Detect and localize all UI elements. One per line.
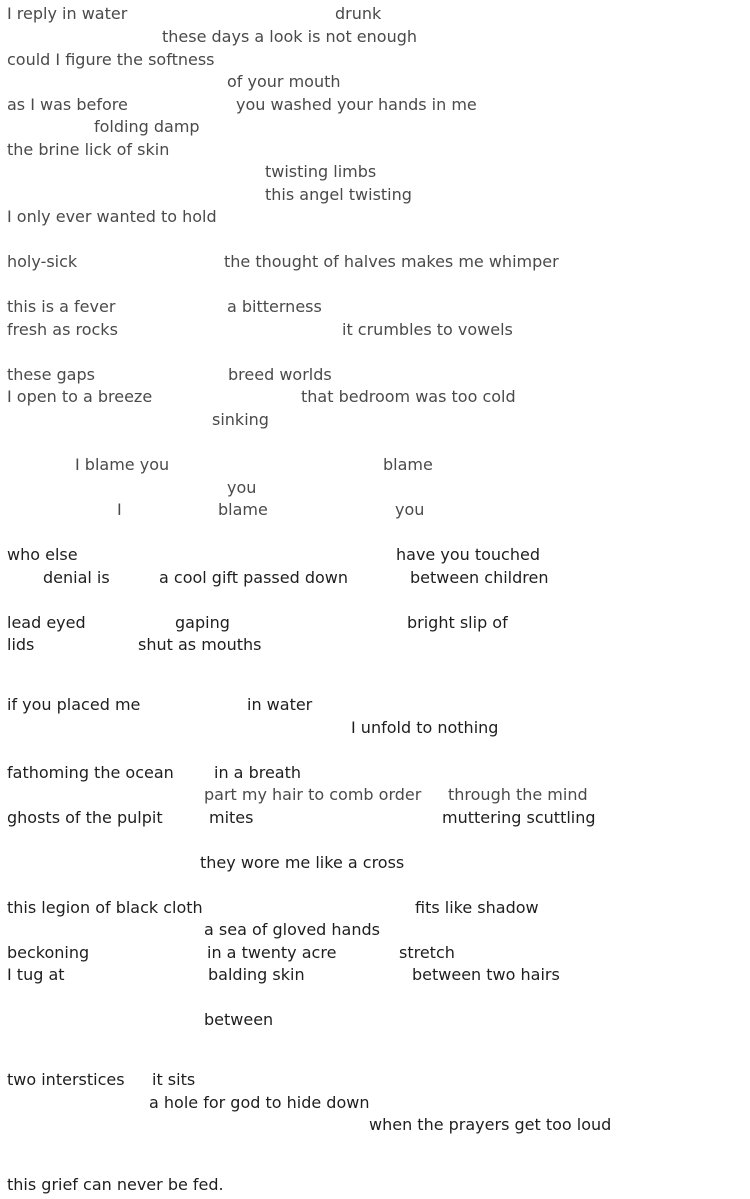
poem-fragment: part my hair to comb order xyxy=(204,785,422,804)
poem-fragment: between two hairs xyxy=(412,965,560,984)
poem-fragment: this grief can never be fed. xyxy=(7,1175,224,1194)
poem-fragment: between xyxy=(204,1010,274,1029)
poem-fragment: it crumbles to vowels xyxy=(342,320,513,339)
poem-fragment: have you touched xyxy=(396,545,540,564)
poem-fragment: a bitterness xyxy=(227,297,322,316)
poem-fragment: ghosts of the pulpit xyxy=(7,808,163,827)
poem-fragment: the thought of halves makes me whimper xyxy=(224,252,559,271)
poem-fragment: you xyxy=(395,500,425,519)
poem-fragment: blame xyxy=(383,455,433,474)
poem-fragment: if you placed me xyxy=(7,695,141,714)
poem-fragment: folding damp xyxy=(94,117,200,136)
poem-fragment: it sits xyxy=(152,1070,196,1089)
poem-fragment: these gaps xyxy=(7,365,95,384)
poem-fragment: of your mouth xyxy=(227,72,341,91)
poem-fragment: breed worlds xyxy=(228,365,332,384)
poem-fragment: when the prayers get too loud xyxy=(369,1115,612,1134)
poem-fragment: they wore me like a cross xyxy=(200,853,405,872)
poem-fragment: gaping xyxy=(175,613,230,632)
poem-fragment: this angel twisting xyxy=(265,185,412,204)
poem-fragment: fits like shadow xyxy=(415,898,539,917)
poem-fragment: mites xyxy=(209,808,254,827)
poem-fragment: in a twenty acre xyxy=(207,943,337,962)
poem-fragment: this legion of black cloth xyxy=(7,898,203,917)
poem-fragment: drunk xyxy=(335,4,382,23)
poem-fragment: this is a fever xyxy=(7,297,116,316)
poem-fragment: sinking xyxy=(212,410,269,429)
poem-fragment: in a breath xyxy=(214,763,302,782)
poem-fragment: between children xyxy=(410,568,549,587)
poem-fragment: balding skin xyxy=(208,965,305,984)
poem-fragment: I tug at xyxy=(7,965,65,984)
poem-fragment: twisting limbs xyxy=(265,162,377,181)
poem-fragment: could I figure the softness xyxy=(7,50,215,69)
poem-fragment: who else xyxy=(7,545,78,564)
poem-fragment: in water xyxy=(247,695,313,714)
poem-fragment: a cool gift passed down xyxy=(159,568,348,587)
poem-fragment: I unfold to nothing xyxy=(351,718,499,737)
poem-fragment: muttering scuttling xyxy=(442,808,596,827)
poem-fragment: I xyxy=(117,500,122,519)
poem-fragment: the brine lick of skin xyxy=(7,140,170,159)
poem-fragment: bright slip of xyxy=(407,613,508,632)
poem-fragment: stretch xyxy=(399,943,455,962)
poem-fragment: denial is xyxy=(43,568,110,587)
poem-fragment: I reply in water xyxy=(7,4,128,23)
poem-fragment: lids xyxy=(7,635,35,654)
poem-fragment: I open to a breeze xyxy=(7,387,153,406)
poem-fragment: holy-sick xyxy=(7,252,78,271)
poem-fragment: I only ever wanted to hold xyxy=(7,207,217,226)
poem-fragment: blame xyxy=(218,500,268,519)
poem-fragment: fathoming the ocean xyxy=(7,763,174,782)
poem-fragment: you washed your hands in me xyxy=(236,95,477,114)
poem-fragment: these days a look is not enough xyxy=(162,27,418,46)
poem-fragment: beckoning xyxy=(7,943,90,962)
poem-fragment: fresh as rocks xyxy=(7,320,118,339)
poem-fragment: a sea of gloved hands xyxy=(204,920,380,939)
poem-fragment: a hole for god to hide down xyxy=(149,1093,370,1112)
poem-fragment: as I was before xyxy=(7,95,128,114)
poem-fragment: I blame you xyxy=(75,455,170,474)
poem-fragment: through the mind xyxy=(448,785,588,804)
poem-fragment: shut as mouths xyxy=(138,635,262,654)
poem-fragment: two interstices xyxy=(7,1070,125,1089)
poem-fragment: lead eyed xyxy=(7,613,86,632)
poem-fragment: that bedroom was too cold xyxy=(301,387,516,406)
poem-fragment: you xyxy=(227,478,257,497)
